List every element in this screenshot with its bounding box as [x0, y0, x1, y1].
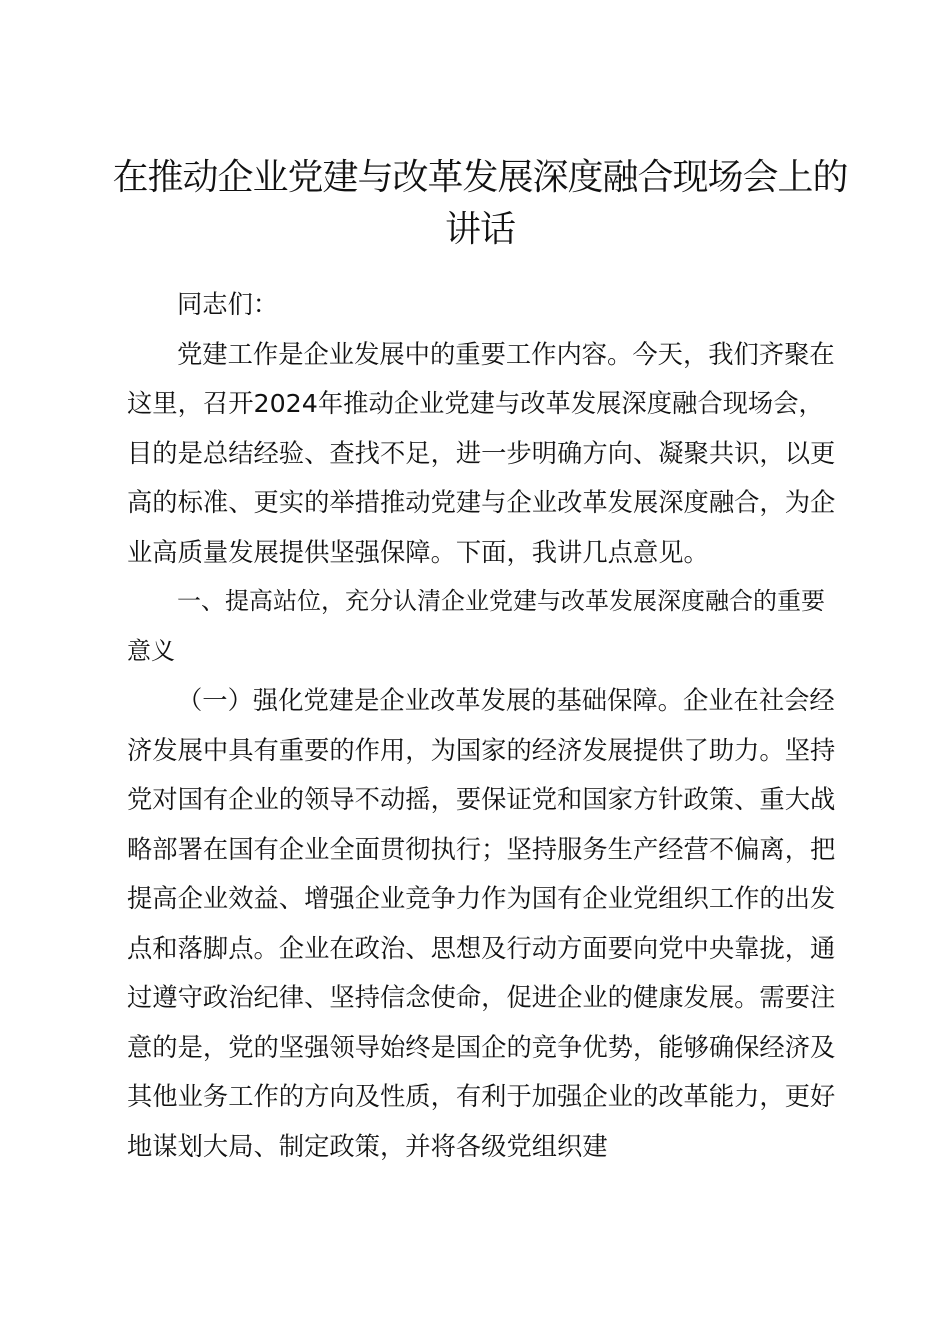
- paragraph-subsection-1: （一）强化党建是企业改革发展的基础保障。企业在社会经济发展中具有重要的作用，为国家的经济发展提供了助力。坚持党对国有企业的领导不动摇，要保证党和国家方针政策、重大战略部署在国有企业全面贯彻执行；坚持服务生产经营不偏离，把提高企业效益、增强企业竞争力作为国有企业党组织工作的出发点和落脚点。企业在政治、思想及行动方面要向党中央靠拢，通过遵守政治纪律、坚持信念使命，促进企业的健康发展。需要注意的是，党的坚强领导始终是国企的竞争优势，能够确保经济及其他业务工作的方向及性质，有利于加强企业的改革能力，更好地谋划大局、制定政策，并将各级党组织建: [127, 686, 836, 1161]
- paragraph-intro: 党建工作是企业发展中的重要工作内容。今天，我们齐聚在这里，召开2024年推动企业党建与改革发展深度融合现场会，目的是总结经验、查找不足，进一步明确方向、凝聚共识，以更高的标准、更实的举措推动党建与企业改革发展深度融合，为企业高质量发展提供坚强保障。下面，我讲几点意见。: [127, 339, 836, 567]
- section-heading: 一、提高站位，充分认清企业党建与改革发展深度融合的重要意义: [127, 587, 825, 665]
- salutation: 同志们：: [177, 290, 279, 319]
- document-title: 在推动企业党建与改革发展深度融合现场会上的讲话: [112, 157, 848, 250]
- document-body: [127, 280, 839, 1171]
